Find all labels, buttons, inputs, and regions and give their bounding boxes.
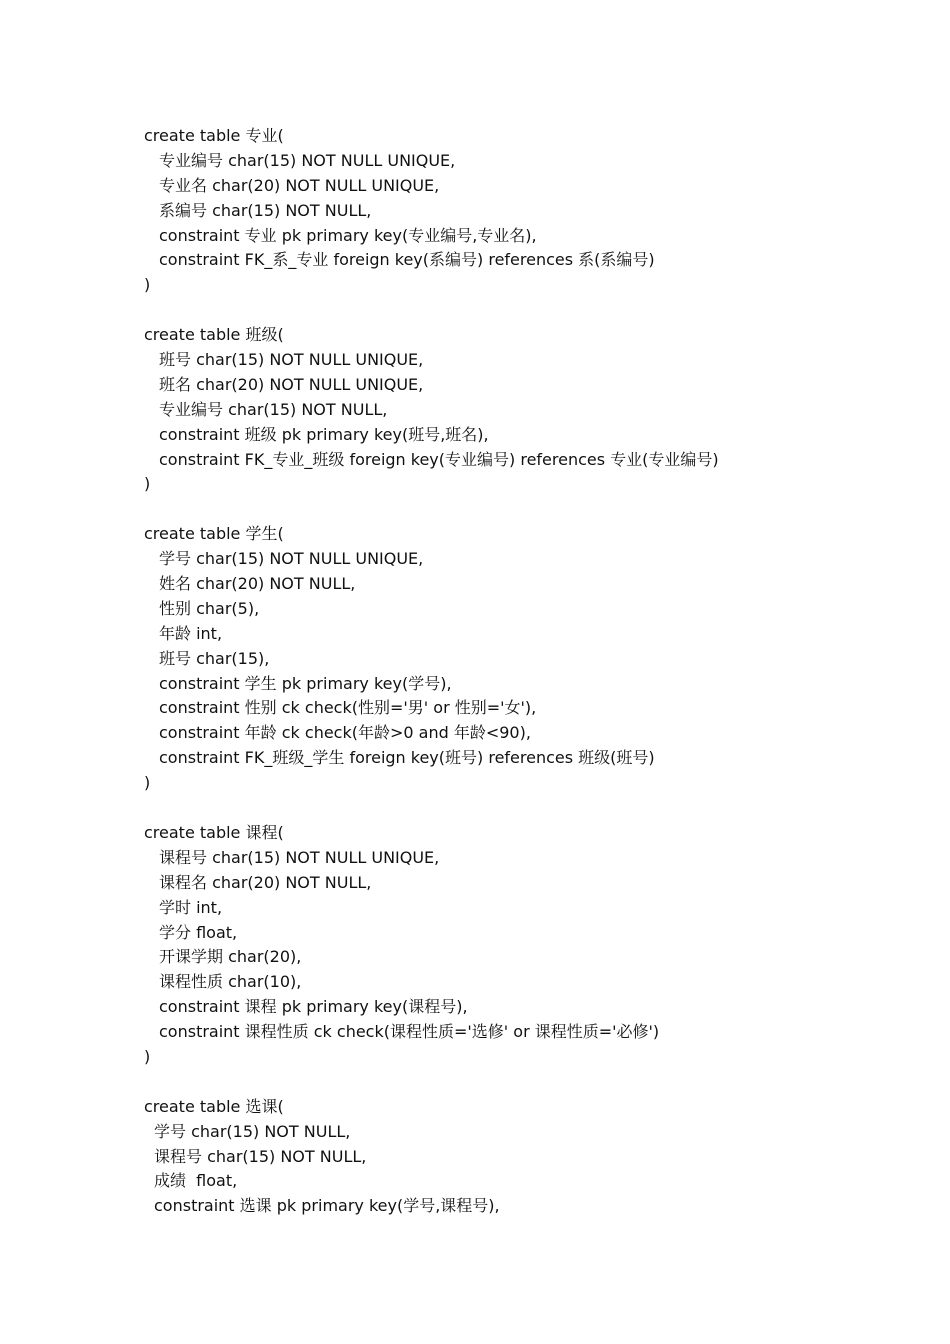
code-line: constraint FK_班级_学生 foreign key(班号) references 班级(班号) (159, 748, 655, 768)
code-line: 系编号 char(15) NOT NULL, (159, 200, 372, 220)
code-line: 班号 char(15), (159, 648, 270, 668)
code-line: 年龄 int, (159, 623, 223, 643)
code-line: ) (144, 474, 151, 494)
code-line: 课程名 char(20) NOT NULL, (159, 872, 372, 892)
code-line: ) (144, 275, 151, 295)
code-line: constraint 课程性质 ck check(课程性质='选修' or 课程性质='必修') (159, 1022, 660, 1042)
code-line: 课程号 char(15) NOT NULL UNIQUE, (159, 847, 440, 867)
code-line: ) (144, 1046, 151, 1066)
code-line: 学号 char(15) NOT NULL UNIQUE, (159, 549, 424, 569)
code-line: constraint 专业 pk primary key(专业编号,专业名), (159, 225, 537, 245)
code-line: 姓名 char(20) NOT NULL, (159, 574, 356, 594)
blank-line (144, 796, 924, 821)
code-line: 专业编号 char(15) NOT NULL, (159, 399, 388, 419)
code-line: 专业编号 char(15) NOT NULL UNIQUE, (159, 150, 456, 170)
code-line: 成绩 float, (154, 1171, 238, 1191)
code-line: create table 班级( (144, 325, 284, 345)
code-line: 学时 int, (159, 897, 223, 917)
code-line: constraint 课程 pk primary key(课程号), (159, 997, 468, 1017)
code-line: constraint 选课 pk primary key(学号,课程号), (154, 1196, 500, 1216)
code-line: 学号 char(15) NOT NULL, (154, 1121, 351, 1141)
code-line: 学分 float, (159, 922, 238, 942)
blank-line (144, 497, 924, 522)
code-line: 开课学期 char(20), (159, 947, 302, 967)
code-line: constraint FK_专业_班级 foreign key(专业编号) references 专业(专业编号) (159, 449, 719, 469)
code-line: 专业名 char(20) NOT NULL UNIQUE, (159, 175, 440, 195)
blank-line (144, 298, 924, 323)
sql-code-block (144, 124, 924, 1219)
code-line: 性别 char(5), (159, 598, 260, 618)
code-line: 课程性质 char(10), (159, 972, 302, 992)
code-line: create table 课程( (144, 822, 284, 842)
code-line: constraint 性别 ck check(性别='男' or 性别='女'), (159, 698, 537, 718)
code-line: constraint 学生 pk primary key(学号), (159, 673, 452, 693)
code-line: constraint 班级 pk primary key(班号,班名), (159, 424, 489, 444)
code-line: 班号 char(15) NOT NULL UNIQUE, (159, 350, 424, 370)
code-line: create table 选课( (144, 1096, 284, 1116)
code-line: 课程号 char(15) NOT NULL, (154, 1146, 367, 1166)
code-line: create table 学生( (144, 524, 284, 544)
code-line: constraint 年龄 ck check(年龄>0 and 年龄<90), (159, 723, 531, 743)
blank-line (144, 1070, 924, 1095)
code-line: constraint FK_系_专业 foreign key(系编号) references 系(系编号) (159, 250, 655, 270)
code-line: create table 专业( (144, 126, 284, 145)
code-line: ) (144, 773, 151, 793)
code-line: 班名 char(20) NOT NULL UNIQUE, (159, 374, 424, 394)
